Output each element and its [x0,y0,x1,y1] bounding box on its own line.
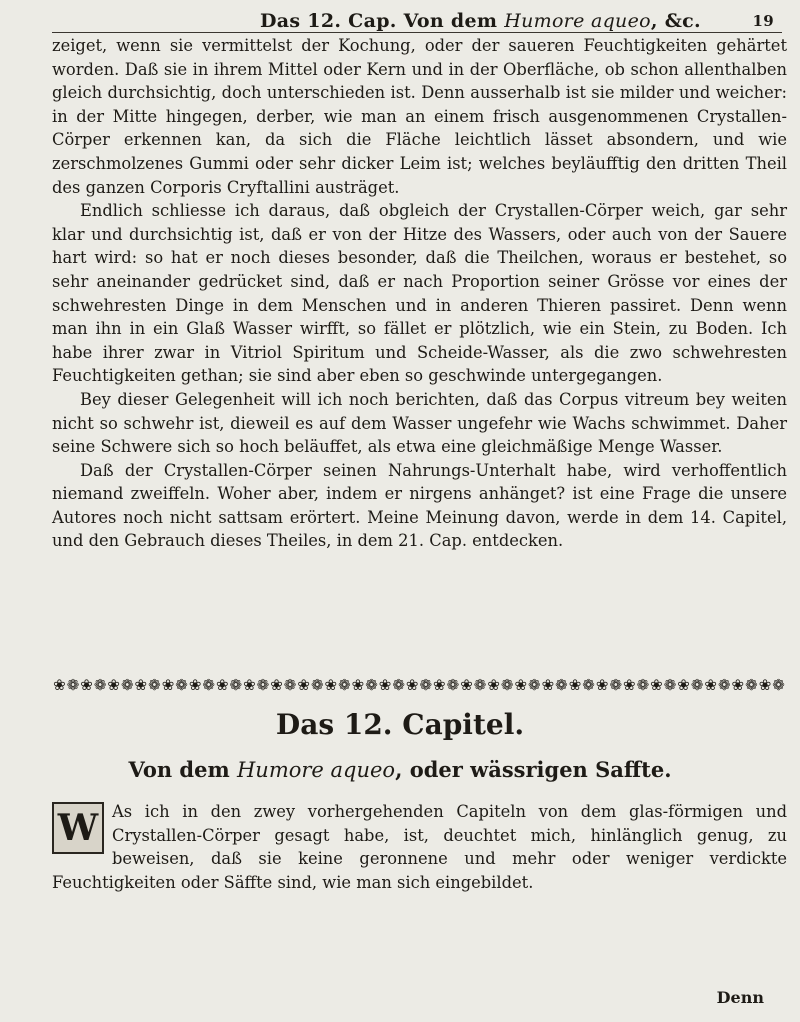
chapter-subheading-latin: Humore aqueo [236,758,396,782]
page-number: 19 [752,12,774,30]
running-title: Das 12. Cap. Von dem Humore aqueo, &c. [260,10,701,32]
body-text [52,34,787,553]
catchword: Denn [716,988,764,1007]
chapter-heading: Das 12. Capitel. [275,708,525,741]
paragraph: zeiget, wenn sie vermittelst der Kochung, oder der saueren Feuchtigkeiten gehärtet worden. Daß sie in ihrem Mittel oder Kern und in der Oberfläche, ob schon allenthalben gleich durchsichtig, doch unterschieden ist. Denn ausserhalb ist sie milder und weicher: in der Mitte hingegen, derber, wie man an einem frisch ausgenommenen Crystallen-Cörper erkennen kan, da sich die Fläche leichtlich lässet absondern, und wie zerschmolzenes Gummi oder sehr dicker Leim ist; welches beyläufftig den dritten Theil des ganzen Corporis Cryftallini austräget. [52,36,787,197]
chapter-subheading: Von dem Humore aqueo, oder wässrigen Saffte. [128,757,672,782]
paragraph: Daß der Crystallen-Cörper seinen Nahrungs-Unterhalt habe, wird verhoffentlich niemand zweiffeln. Woher aber, indem er nirgens anhänget? ist eine Frage die unsere Autores noch nicht sattsam erörtert. Meine Meinung davon, werde in dem 14. Capitel, und den Gebrauch dieses Theiles, in dem 21. Cap. entdecken. [52,460,787,551]
running-title-latin: Humore aqueo [504,10,651,32]
drop-cap: W [52,802,104,854]
paragraph: Bey dieser Gelegenheit will ich noch berichten, daß das Corpus vitreum bey weiten nicht so schwehr ist, dieweil es auf dem Wasser ungefehr wie Wachs schwimmet. Daher seine Schwere sich so hoch beläuffet, als etwa eine gleichmäßige Menge Wasser. [52,389,787,457]
chapter-opening [52,800,787,894]
running-header [80,6,780,32]
opening-paragraph: As ich in den zwey vorhergehenden Capiteln von dem glas-förmigen und Crystallen-Cörper gesagt habe, ist, deuchtet mich, hinlänglich genug, zu beweisen, daß sie keine geronnene und mehr oder weniger verdickte Feuchtigkeiten oder Säffte sind, wie man sich eingebildet. [52,802,787,892]
ornamental-divider: ❀❁❀❁❀❁❀❁❀❁❀❁❀❁❀❁❀❁❀❁❀❁❀❁❀❁❀❁❀❁❀❁❀❁❀❁❀❁❀❁❀❁❀❁❀❁❀❁❀❁❀❁❀❁ [53,676,786,694]
header-rule [52,32,782,33]
paragraph: Endlich schliesse ich daraus, daß obgleich der Crystallen-Cörper weich, gar sehr klar und durchsichtig ist, daß er von der Hitze des Wassers, oder auch von der Sauere hart wird: so hat er noch dieses besonder, daß die Theilchen, woraus er bestehet, so sehr aneinander gedrücket sind, daß er nach Proportion seiner Grösse vor eines der schwehresten Dinge in dem Menschen und in anderen Thieren passiret. Denn wenn man ihn in ein Glaß Wasser wirfft, so fället er plötzlich, wie ein Stein, zu Boden. Ich habe ihrer zwar in Vitriol Spiritum und Scheide-Wasser, als die zwo schwehresten Feuchtigkeiten gethan; sie sind aber eben so geschwinde untergegangen. [52,201,787,386]
